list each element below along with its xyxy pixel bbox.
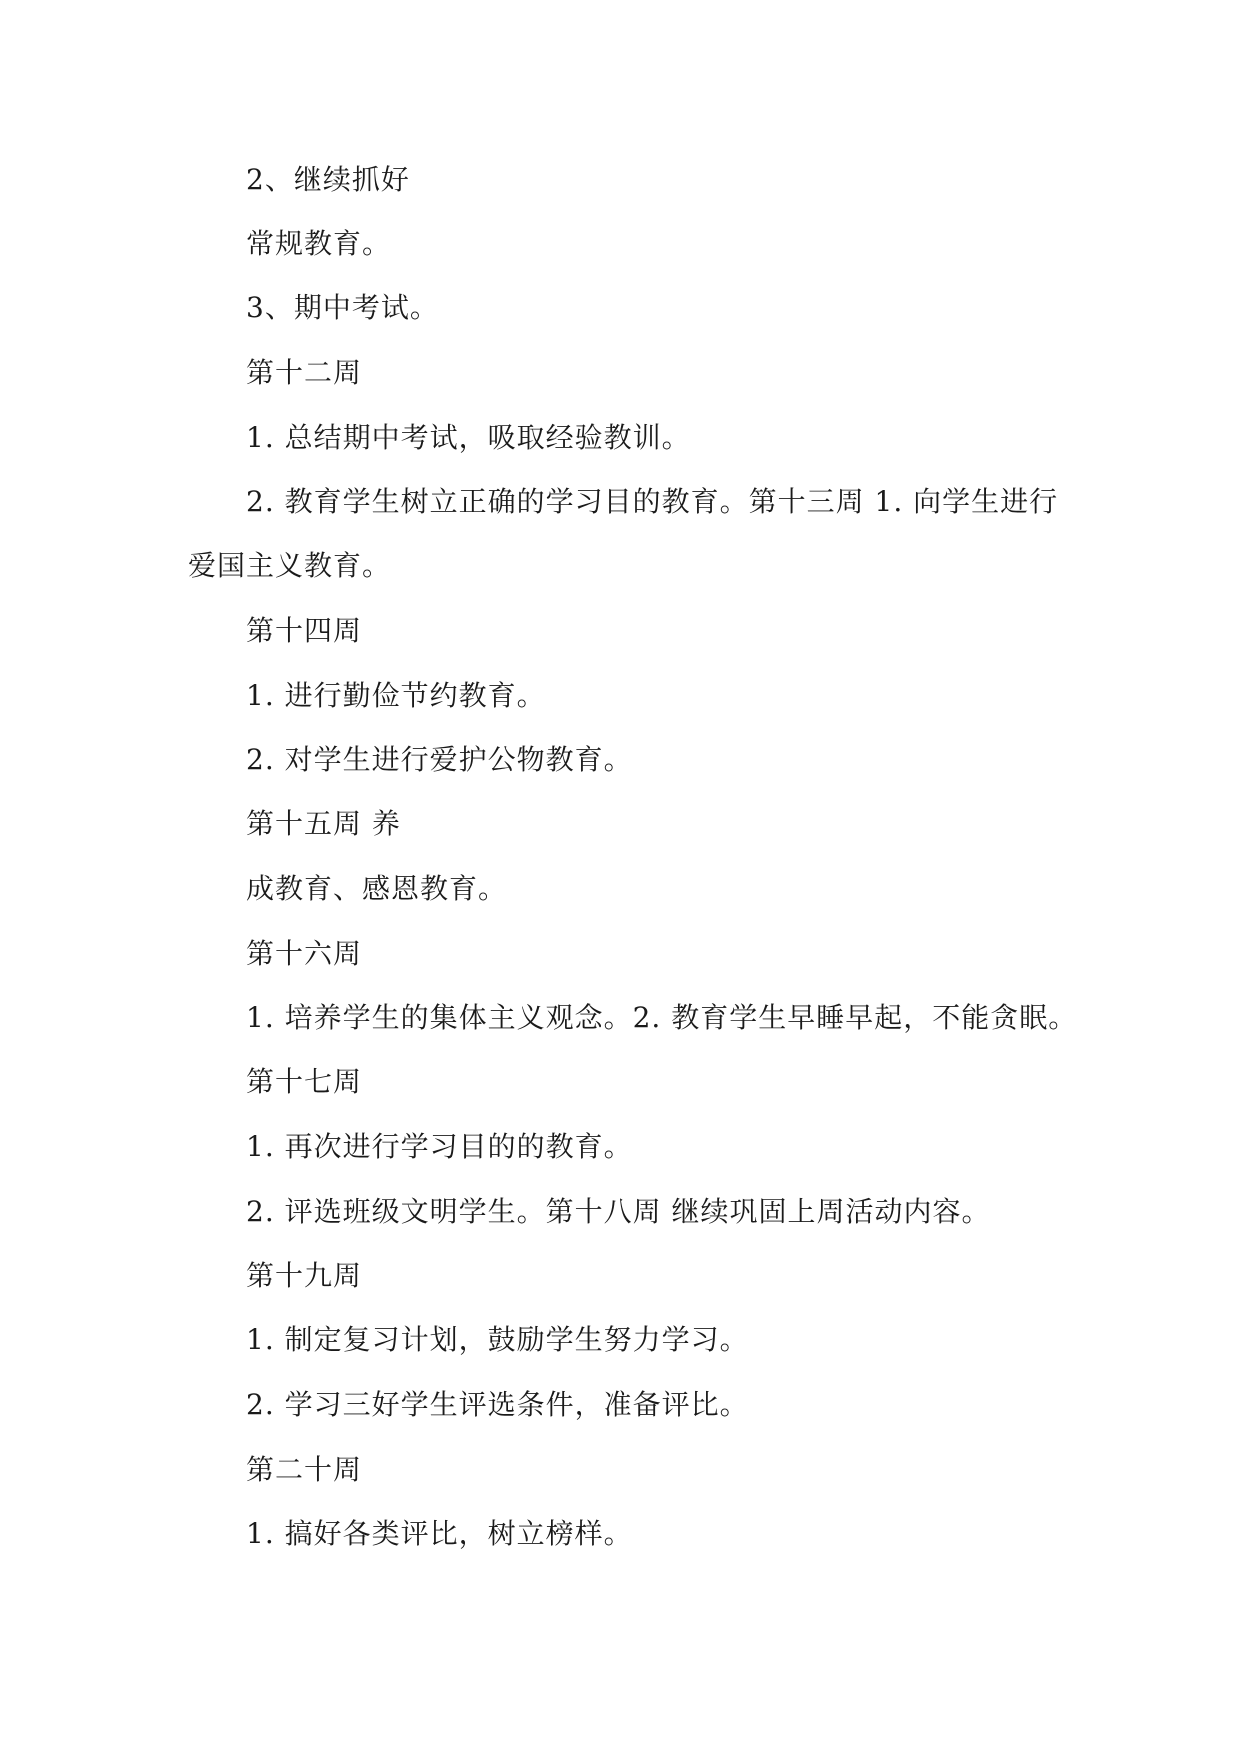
week-heading: 第十五周 养 [246, 807, 401, 840]
text-line: 1. 制定复习计划，鼓励学生努力学习。 [246, 1323, 749, 1356]
week-heading: 第十九周 [246, 1259, 363, 1292]
text-line: 2. 教育学生树立正确的学习目的教育。第十三周 1. 向学生进行 [246, 485, 1059, 518]
text-line: 1. 搞好各类评比，树立榜样。 [246, 1517, 633, 1550]
text-line: 2. 评选班级文明学生。第十八周 继续巩固上周活动内容。 [246, 1195, 991, 1228]
text-line: 爱国主义教育。 [188, 549, 392, 582]
text-line: 2、继续抓好 [246, 163, 410, 196]
text-line: 1. 再次进行学习目的的教育。 [246, 1130, 633, 1163]
week-heading: 第十七周 [246, 1065, 363, 1098]
text-line: 1. 总结期中考试，吸取经验教训。 [246, 421, 691, 454]
text-line: 2. 学习三好学生评选条件，准备评比。 [246, 1388, 749, 1421]
text-line: 成教育、感恩教育。 [246, 872, 508, 905]
text-line: 3、期中考试。 [246, 291, 439, 324]
text-line: 2. 对学生进行爱护公物教育。 [246, 743, 633, 776]
week-heading: 第十六周 [246, 937, 363, 970]
week-heading: 第二十周 [246, 1453, 363, 1486]
week-heading: 第十四周 [246, 614, 363, 647]
text-line: 1. 进行勤俭节约教育。 [246, 679, 546, 712]
text-line: 常规教育。 [246, 227, 392, 260]
week-heading: 第十二周 [246, 356, 363, 389]
text-line: 1. 培养学生的集体主义观念。2. 教育学生早睡早起，不能贪眠。 [246, 1001, 1078, 1034]
